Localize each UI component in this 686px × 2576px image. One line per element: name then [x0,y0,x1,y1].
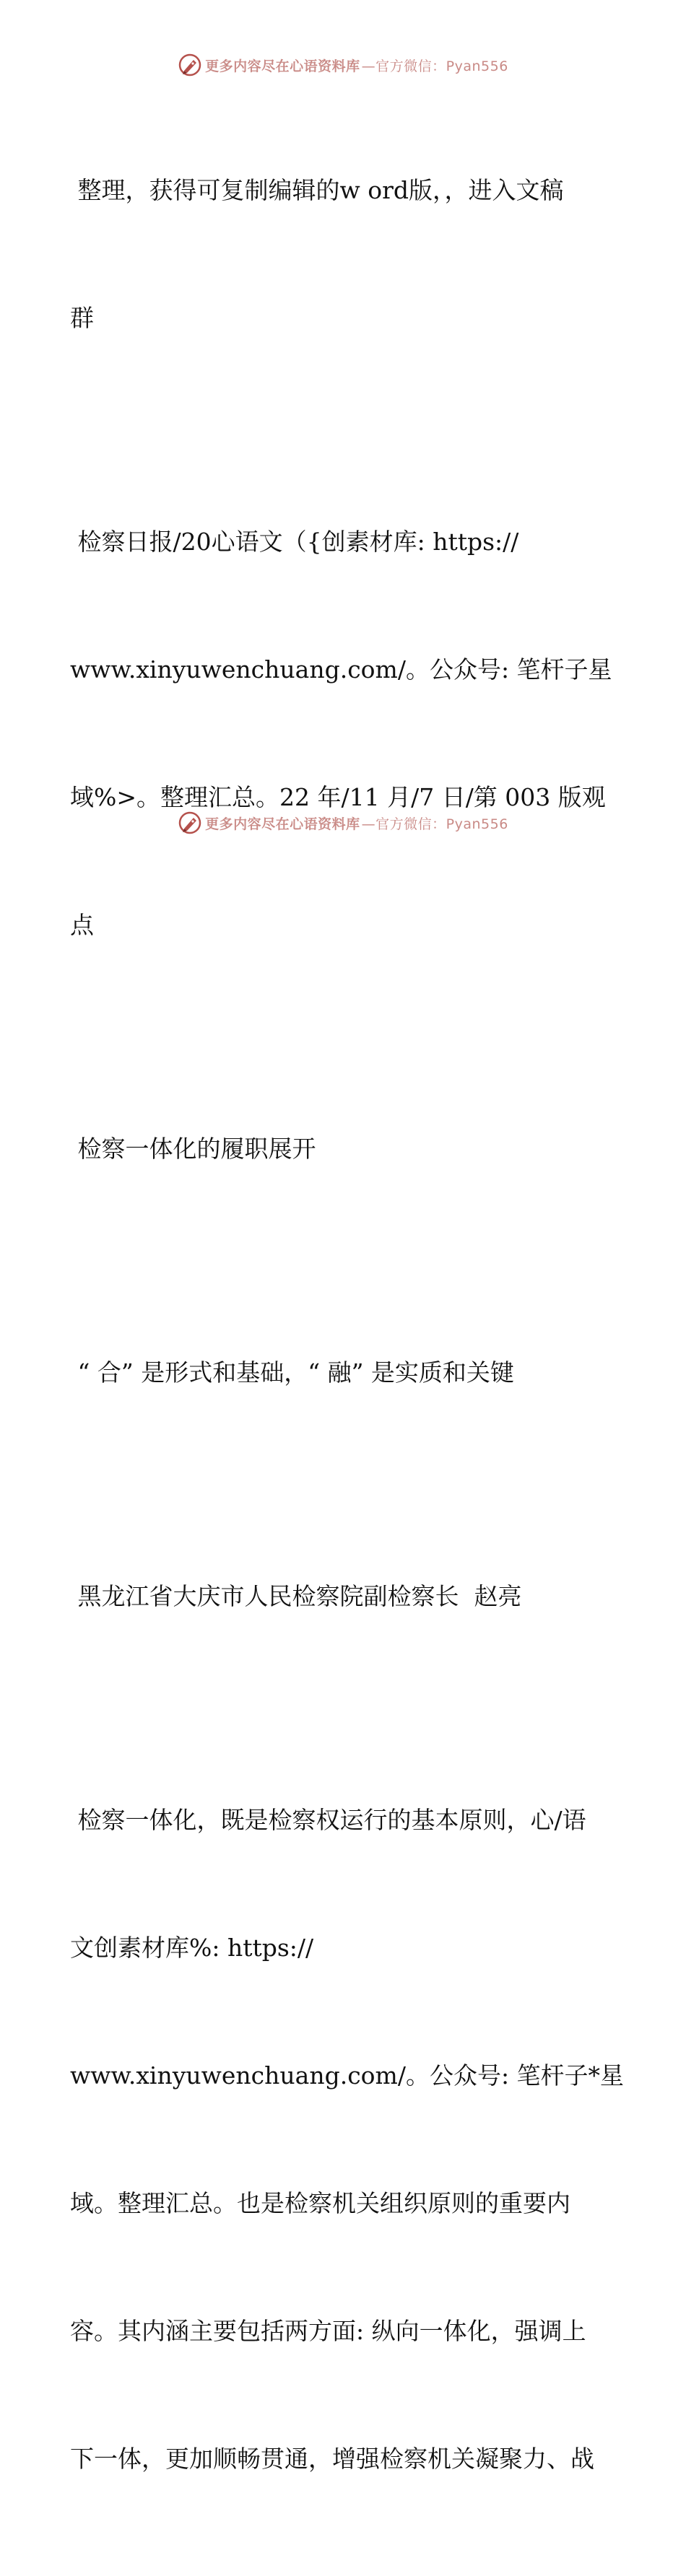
text-line: 容。其内涵主要包括两方面: 纵向一体化，强调上 [70,2317,586,2345]
text-line: 检察一体化，既是检察权运行的基本原则，心/语 [70,1806,586,1834]
watermark-banner-bottom [0,808,686,837]
watermark-wechat: —官方微信：Pyan556 [361,58,508,74]
text-line: www.xinyuwenchuang.com/。公众号: 笔杆子*星 [70,2061,625,2090]
text-line: “ 合” 是形式和基础，“ 融” 是实质和关键 [70,1358,514,1387]
article-title [70,1042,619,1255]
text-line: 黑龙江省大庆市人民检察院副检察长 赵亮 [70,1582,522,1610]
article-subtitle [70,1266,619,1479]
paragraph-intro [70,84,619,424]
watermark-banner-top [0,51,686,79]
text-line: 下一体，更加顺畅贯通，增强检察机关凝聚力、战 [70,2445,594,2473]
watermark-main: 更多内容尽在心语资料库 [205,58,360,74]
article-author [70,1490,619,1703]
text-line: 整理，获得可复制编辑的w ord版，，进入文稿 [70,176,564,204]
paragraph-source [70,435,619,1031]
text-line: 群 [70,304,94,332]
text-line: 点 [70,911,94,939]
text-line: 域。整理汇总。也是检察机关组织原则的重要内 [70,2189,570,2217]
watermark-text [205,813,508,833]
text-line: www.xinyuwenchuang.com/。公众号: 笔杆子星 [70,655,612,684]
watermark-text [205,56,508,75]
pen-nib-logo-icon [178,53,202,77]
text-line: 域%>。整理汇总。22 年/11 月/7 日/第 003 版观 [70,783,606,811]
text-line: 检察一体化的履职展开 [70,1135,316,1163]
paragraph-body [70,1713,625,2565]
document-body [70,84,625,2576]
text-line: 检察日报/20心语文（{创素材库: https:// [70,528,519,556]
watermark-wechat: —官方微信：Pyan556 [361,816,508,832]
watermark-main: 更多内容尽在心语资料库 [205,816,360,832]
pen-nib-logo-icon [178,811,202,835]
text-line: 文创素材库%: https:// [70,1934,314,1962]
